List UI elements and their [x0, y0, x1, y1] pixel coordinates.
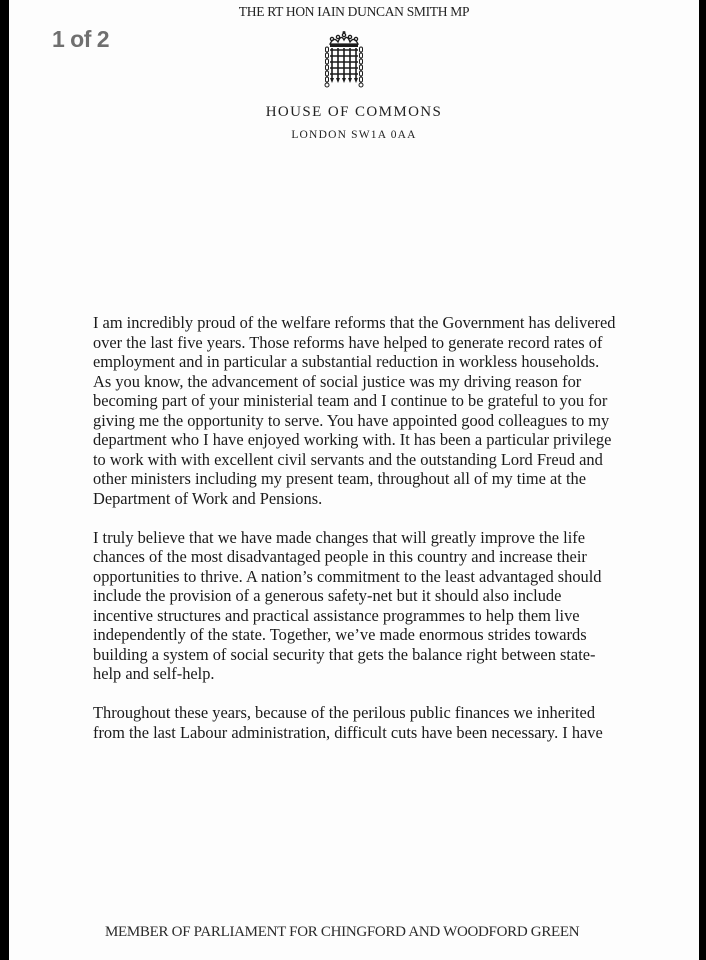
constituency-footer: MEMBER OF PARLIAMENT FOR CHINGFORD AND WOODFORD GREEN: [105, 924, 580, 940]
portcullis-icon: [324, 30, 364, 90]
paragraph-2: [93, 528, 633, 684]
text-line: include the provision of a generous safety-net but it should also include: [93, 586, 562, 605]
paragraph-3: [93, 703, 633, 742]
text-line: giving me the opportunity to serve. You have appointed good colleagues to my: [93, 410, 610, 430]
text-line: Department of Work and Pensions.: [93, 488, 323, 508]
text-line: employment and in particular a substantial reduction in workless households.: [93, 352, 600, 371]
text-line: chances of the most disadvantaged people in this country and increase their: [93, 547, 587, 566]
text-line: department who I have enjoyed working with. It has been a particular privilege: [93, 430, 612, 449]
letter-body: [93, 313, 633, 762]
paragraph-1: [93, 313, 633, 508]
text-line: from the last Labour administration, difficult cuts have been necessary. I have: [93, 722, 603, 742]
text-line: over the last five years. Those reforms have helped to generate record rates of: [93, 332, 603, 352]
text-line: help and self-help.: [93, 664, 215, 683]
text-line: building a system of social security that gets the balance right between state-: [93, 644, 596, 664]
text-line: I am incredibly proud of the welfare reforms that the Government has delivered: [93, 313, 616, 332]
text-line: becoming part of your ministerial team and I continue to be grateful to you for: [93, 391, 608, 410]
page-counter: 1 of 2: [52, 26, 110, 52]
text-line: I truly believe that we have made changes that will greatly improve the life: [93, 527, 585, 547]
text-line: to work with with excellent civil servants and the outstanding Lord Freud and: [93, 449, 603, 469]
text-line: other ministers including my present team, throughout all of my time at the: [93, 469, 586, 488]
letter-page: [9, 0, 699, 960]
mp-name-heading: THE RT HON IAIN DUNCAN SMITH MP: [238, 4, 470, 19]
institution-name: HOUSE OF COMMONS: [265, 104, 443, 120]
text-line: As you know, the advancement of social justice was my driving reason for: [93, 371, 582, 391]
text-line: incentive structures and practical assistance programmes to help them live: [93, 605, 580, 625]
text-line: opportunities to thrive. A nation’s commitment to the least advantaged should: [93, 566, 602, 586]
institution-address: LONDON SW1A 0AA: [291, 129, 417, 141]
text-line: independently of the state. Together, we’ve made enormous strides towards: [93, 625, 587, 644]
text-line: Throughout these years, because of the perilous public finances we inherited: [93, 703, 596, 722]
